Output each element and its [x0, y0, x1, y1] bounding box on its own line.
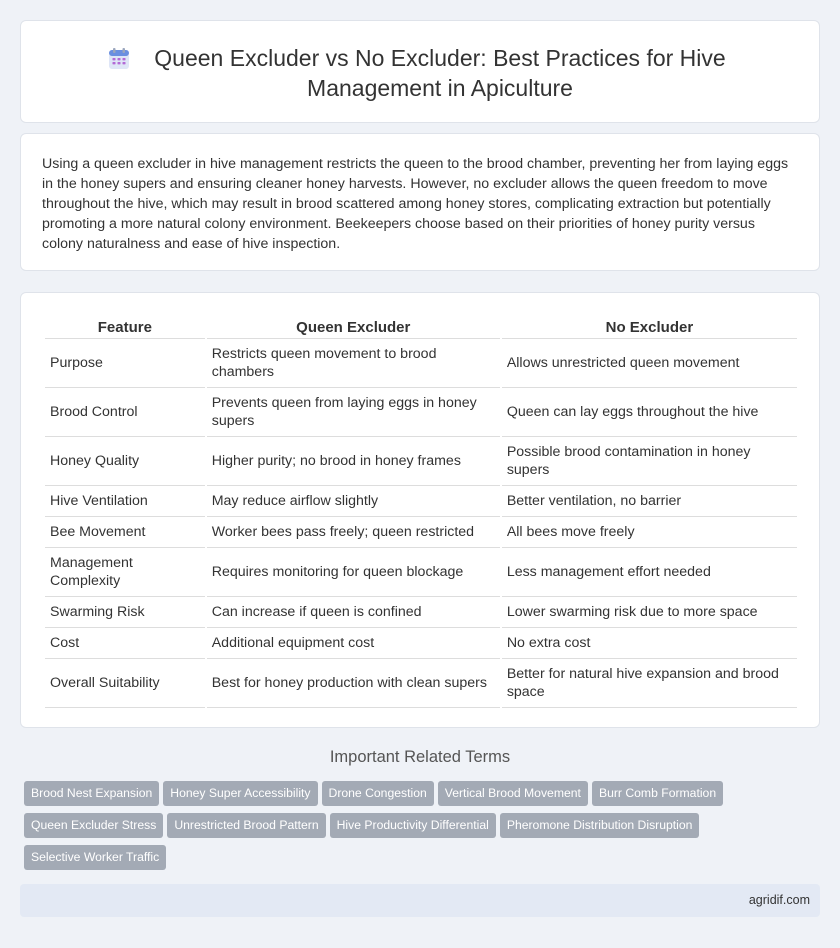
- related-terms-heading: Important Related Terms: [329, 748, 511, 766]
- table-row: [45, 437, 797, 486]
- table-row: [45, 517, 797, 548]
- table-row: [45, 628, 797, 659]
- table-row: [45, 388, 797, 437]
- comparison-table: [43, 315, 799, 708]
- title-card: [20, 20, 820, 123]
- related-terms-list: [24, 781, 814, 877]
- related-term-tag[interactable]: Honey Super Accessibility: [163, 781, 317, 806]
- queen-excluder-cell: Best for honey production with clean supers: [207, 659, 500, 708]
- no-excluder-cell: No extra cost: [502, 628, 797, 659]
- queen-excluder-cell: Restricts queen movement to brood chambers: [207, 339, 500, 388]
- header-feature: Feature: [45, 315, 205, 339]
- comparison-card: [20, 292, 820, 728]
- feature-cell: Honey Quality: [45, 437, 205, 486]
- intro-card: [20, 133, 820, 271]
- related-term-tag[interactable]: Hive Productivity Differential: [330, 813, 496, 838]
- no-excluder-cell: Less management effort needed: [502, 548, 797, 597]
- feature-cell: Swarming Risk: [45, 597, 205, 628]
- page-title: Queen Excluder vs No Excluder: Best Practices for Hive Management in Apiculture: [154, 45, 726, 101]
- no-excluder-cell: Possible brood contamination in honey supers: [502, 437, 797, 486]
- table-row: [45, 597, 797, 628]
- no-excluder-cell: Lower swarming risk due to more space: [502, 597, 797, 628]
- feature-cell: Management Complexity: [45, 548, 205, 597]
- feature-cell: Purpose: [45, 339, 205, 388]
- feature-cell: Bee Movement: [45, 517, 205, 548]
- no-excluder-cell: Queen can lay eggs throughout the hive: [502, 388, 797, 437]
- table-row: [45, 339, 797, 388]
- table-row: [45, 548, 797, 597]
- feature-cell: Brood Control: [45, 388, 205, 437]
- footer-site-link[interactable]: agridif.com: [748, 893, 810, 907]
- feature-cell: Overall Suitability: [45, 659, 205, 708]
- queen-excluder-cell: Additional equipment cost: [207, 628, 500, 659]
- related-term-tag[interactable]: Drone Congestion: [322, 781, 434, 806]
- no-excluder-cell: Allows unrestricted queen movement: [502, 339, 797, 388]
- related-term-tag[interactable]: Burr Comb Formation: [592, 781, 723, 806]
- no-excluder-cell: All bees move freely: [502, 517, 797, 548]
- footer-bar: [20, 884, 820, 917]
- table-row: [45, 486, 797, 517]
- related-term-tag[interactable]: Queen Excluder Stress: [24, 813, 163, 838]
- related-term-tag[interactable]: Unrestricted Brood Pattern: [167, 813, 325, 838]
- feature-cell: Cost: [45, 628, 205, 659]
- intro-paragraph: Using a queen excluder in hive management restricts the queen to the brood chamber, preventing her from laying eggs in the honey supers and ensuring cleaner honey harvests. However, no excluder allows the queen freedom to move throughout the hive, which may result in brood scattered among honey stores, complicating extraction but potentially promoting a more natural colony environment. Beekeepers choose based on their priorities of honey purity versus colony naturalness and ease of hive inspection.: [42, 156, 789, 252]
- queen-excluder-cell: Prevents queen from laying eggs in honey supers: [207, 388, 500, 437]
- queen-excluder-cell: Higher purity; no brood in honey frames: [207, 437, 500, 486]
- related-term-tag[interactable]: Selective Worker Traffic: [24, 845, 166, 870]
- queen-excluder-cell: Worker bees pass freely; queen restricted: [207, 517, 500, 548]
- no-excluder-cell: Better for natural hive expansion and brood space: [502, 659, 797, 708]
- table-header-row: [45, 315, 797, 339]
- no-excluder-cell: Better ventilation, no barrier: [502, 486, 797, 517]
- related-term-tag[interactable]: Brood Nest Expansion: [24, 781, 159, 806]
- queen-excluder-cell: Can increase if queen is confined: [207, 597, 500, 628]
- queen-excluder-cell: Requires monitoring for queen blockage: [207, 548, 500, 597]
- queen-excluder-cell: May reduce airflow slightly: [207, 486, 500, 517]
- feature-cell: Hive Ventilation: [45, 486, 205, 517]
- header-no-excluder: No Excluder: [502, 315, 797, 339]
- table-row: [45, 659, 797, 708]
- related-term-tag[interactable]: Pheromone Distribution Disruption: [500, 813, 700, 838]
- related-term-tag[interactable]: Vertical Brood Movement: [438, 781, 588, 806]
- header-queen-excluder: Queen Excluder: [207, 315, 500, 339]
